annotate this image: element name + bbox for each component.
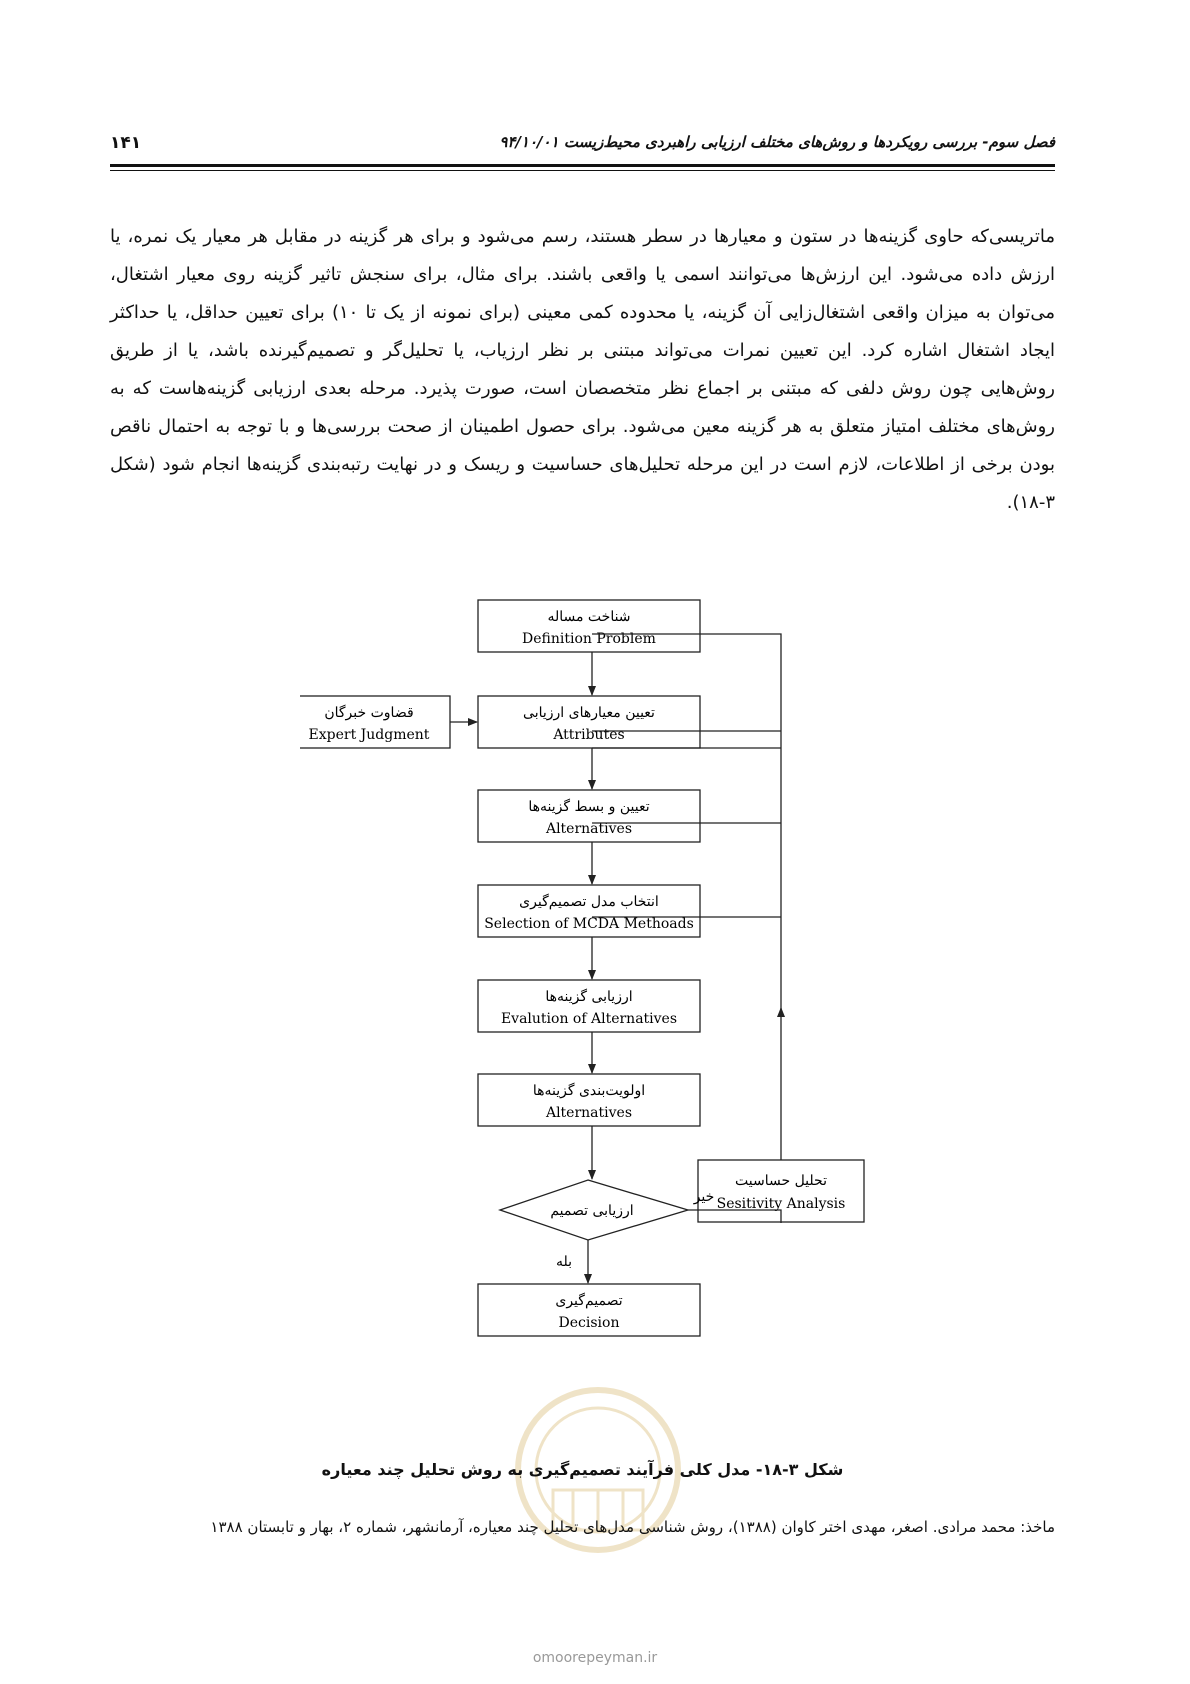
svg-text:قضاوت خبرگان: قضاوت خبرگان	[324, 705, 414, 721]
page-number: ۱۴۱	[110, 133, 142, 153]
svg-text:Definition Problem: Definition Problem	[522, 631, 656, 647]
svg-text:Expert Judgment: Expert Judgment	[308, 727, 430, 743]
figure-caption: شکل ۳-۱۸- مدل کلی فرآیند تصمیم‌گیری به روش تحلیل چند معیاره	[321, 1460, 844, 1479]
svg-text:Decision: Decision	[558, 1315, 620, 1331]
header-rule-thick	[110, 164, 1055, 167]
figure-source: ماخذ: محمد مرادی. اصغر، مهدی اختر کاوان (۱۳۸۸)، روش شناسی مدل‌های تحلیل چند معیاره، آرمانشهر، شماره ۲، بهار و تابستان ۱۳۸۸	[210, 1518, 1055, 1536]
page-header	[110, 128, 1055, 168]
site-watermark: omoorepeyman.ir	[532, 1650, 658, 1666]
svg-text:تصمیم‌گیری: تصمیم‌گیری	[555, 1293, 623, 1309]
svg-text:Evalution of Alternatives: Evalution of Alternatives	[500, 1011, 678, 1027]
svg-text:تحلیل حساسیت: تحلیل حساسیت	[735, 1173, 827, 1189]
box-expert-judgment	[300, 696, 450, 748]
box-mcda-selection	[478, 885, 700, 937]
svg-text:ارزیابی تصمیم: ارزیابی تصمیم	[550, 1203, 634, 1219]
decision-diamond	[500, 1180, 688, 1240]
decision-flowchart	[300, 598, 940, 1448]
svg-text:انتخاب مدل تصمیم‌گیری: انتخاب مدل تصمیم‌گیری	[519, 894, 659, 910]
svg-text:تعیین معیارهای ارزیابی: تعیین معیارهای ارزیابی	[523, 705, 655, 721]
svg-text:تعیین و بسط گزینه‌ها: تعیین و بسط گزینه‌ها	[528, 799, 650, 815]
box-definition-problem	[478, 600, 700, 652]
svg-text:شناخت مساله: شناخت مساله	[547, 609, 631, 625]
box-alternatives	[478, 790, 700, 842]
body-paragraph: ماتریسی‌که حاوی گزینه‌ها در ستون و معیارها در سطر هستند، رسم می‌شود و برای هر گزینه در مقابل هر معیار یک نمره، یا ارزش داده می‌شود. این ارزش‌ها می‌توانند اسمی یا واقعی باشند. برای مثال، برای سنجش تاثیر گزینه روی معیار اشتغال، می‌توان به میزان واقعی اشتغال‌زایی آن گزینه، یا محدوده کمی معینی (برای نمونه از یک تا ۱۰) برای تعیین حداقل، یا حداکثر ایجاد اشتغال اشاره کرد. این تعیین نمرات می‌تواند مبتنی بر نظر ارزیاب، یا تحلیل‌گر و تصمیم‌گیرنده باشد، یا از طریق روش‌هایی چون روش دلفی که مبتنی بر اجماع نظر متخصصان است، صورت پذیرد. مرحله بعدی ارزیابی گزینه‌هاست که به روش‌های مختلف امتیاز متعلق به هر گزینه معین می‌شود. برای حصول اطمینان از صحت بررسی‌ها و با توجه به احتمال ناقص بودن برخی از اطلاعات، لازم است در این مرحله تحلیل‌های حساسیت و ریسک و در نهایت رتبه‌بندی گزینه‌ها انجام شود (شکل ۳-۱۸).	[110, 226, 1055, 513]
svg-text:ارزیابی گزینه‌ها: ارزیابی گزینه‌ها	[545, 989, 633, 1005]
svg-text:Alternatives: Alternatives	[545, 1105, 633, 1121]
svg-text:Alternatives: Alternatives	[545, 821, 633, 837]
label-no: خیر	[693, 1189, 715, 1205]
running-title: فصل سوم- بررسی رویکردها و روش‌های مختلف ارزیابی راهبردی محیط‌زیست ۹۴/۱۰/۰۱	[499, 133, 1055, 151]
svg-text:اولویت‌بندی گزینه‌ها: اولویت‌بندی گزینه‌ها	[532, 1083, 646, 1099]
box-prioritization	[478, 1074, 700, 1126]
box-decision	[478, 1284, 700, 1336]
box-attributes	[478, 696, 700, 748]
label-yes: بله	[555, 1254, 573, 1270]
header-rule-thin	[110, 170, 1055, 171]
box-evaluation	[478, 980, 700, 1032]
svg-text:Selection of MCDA Methoads: Selection of MCDA Methoads	[484, 916, 694, 932]
svg-text:Attributes: Attributes	[553, 727, 625, 743]
svg-text:Sesitivity Analysis: Sesitivity Analysis	[716, 1196, 846, 1212]
